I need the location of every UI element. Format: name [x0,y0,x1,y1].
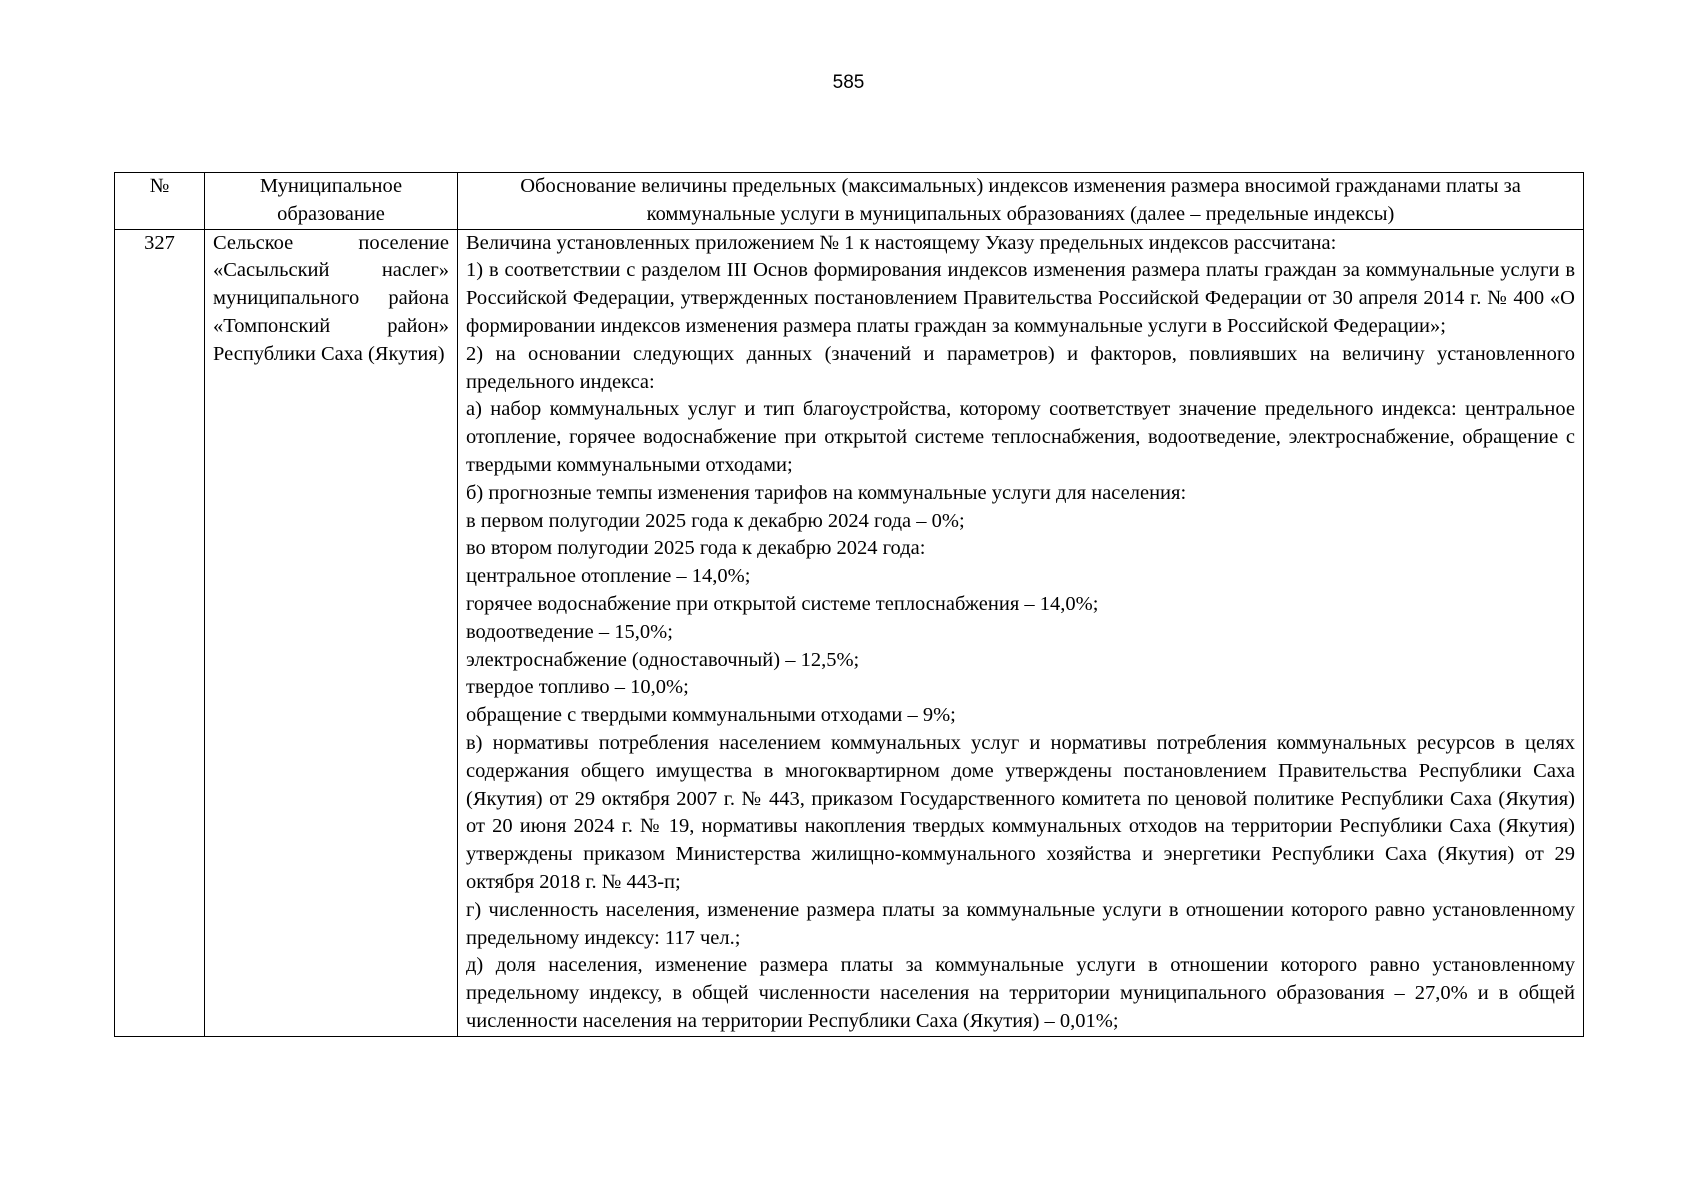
row-municipality: Сельское поселение «Сасыльский наслег» муниципального района «Томпонский район» Республики Саха (Якутия) [205,229,458,1036]
header-num: № [115,173,205,230]
paragraph: 2) на основании следующих данных (значений и параметров) и факторов, повлиявших на величину установленного предельного индекса: [466,342,1575,393]
paragraph: д) доля населения, изменение размера платы за коммунальные услуги в отношении которого равно установленному предельному индексу, в общей численности населения на территории муниципального образования – 27,0% и в общей численности населения на территории Республики Саха (Якутия) – 0,01%; [466,954,1575,1032]
row-justification [458,229,1584,1036]
paragraph: обращение с твердыми коммунальными отходами – 9%; [466,704,956,727]
justification-table [114,172,1584,1037]
paragraph: горячее водоснабжение при открытой системе теплоснабжения – 14,0%; [466,592,1099,615]
paragraph: б) прогнозные темпы изменения тарифов на коммунальные услуги для населения: [466,481,1187,504]
paragraph: в) нормативы потребления населением коммунальных услуг и нормативы потребления коммунальных ресурсов в целях содержания общего имущества в многоквартирном доме утверждены постановлением Правительства Республики Саха (Якутия) от 29 октября 2007 г. № 443, приказом Государственного комитета по ценовой политике Республики Саха (Якутия) от 20 июня 2024 г. № 19, нормативы накопления твердых коммунальных отходов на территории Республики Саха (Якутия) утверждены приказом Министерства жилищно-коммунального хозяйства и энергетики Республики Саха (Якутия) от 29 октября 2018 г. № 443-п; [466,731,1575,893]
paragraph: а) набор коммунальных услуг и тип благоустройства, которому соответствует значение предельного индекса: центральное отопление, горячее водоснабжение при открытой системе теплоснабжения, водоотведение, электроснабжение, обращение с твердыми коммунальными отходами; [466,398,1575,476]
row-num: 327 [115,229,205,1036]
paragraph: центральное отопление – 14,0%; [466,565,751,588]
page-number: 585 [832,72,865,93]
table-row [115,229,1584,1036]
paragraph: в первом полугодии 2025 года к декабрю 2024 года – 0%; [466,509,965,532]
paragraph: твердое топливо – 10,0%; [466,676,689,699]
paragraph: 1) в соответствии с разделом III Основ формирования индексов изменения размера платы граждан за коммунальные услуги в Российской Федерации, утвержденных постановлением Правительства Российской Федерации от 30 апреля 2014 г. № 400 «О формировании индексов изменения размера платы граждан за коммунальные услуги в Российской Федерации»; [466,259,1575,337]
table-header-row [115,173,1584,230]
paragraph: водоотведение – 15,0%; [466,620,673,643]
paragraph: г) численность населения, изменение размера платы за коммунальные услуги в отношении которого равно установленному предельному индексу: 117 чел.; [466,898,1575,949]
paragraph: электроснабжение (одноставочный) – 12,5%; [466,648,860,671]
paragraph: во втором полугодии 2025 года к декабрю 2024 года: [466,537,926,560]
header-justification: Обоснование величины предельных (максимальных) индексов изменения размера вносимой гражданами платы за коммунальные услуги в муниципальных образованиях (далее – предельные индексы) [458,173,1584,230]
paragraph: Величина установленных приложением № 1 к настоящему Указу предельных индексов рассчитана: [466,231,1337,254]
header-municipality: Муниципальное образование [205,173,458,230]
